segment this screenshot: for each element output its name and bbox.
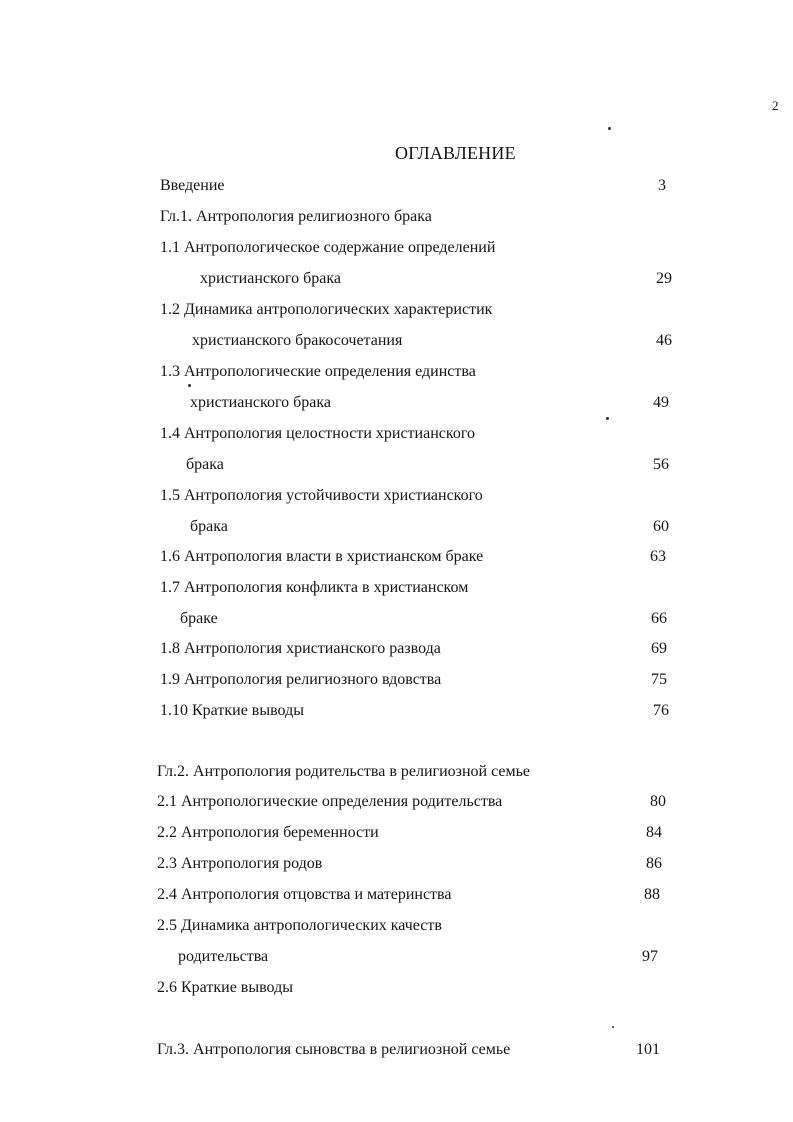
toc-entry-page: 66: [651, 610, 667, 627]
toc-entry-text: брака: [186, 456, 224, 473]
toc-entry-page: 46: [656, 332, 672, 349]
toc-entry-text: христианского брака: [190, 394, 331, 411]
toc-entry-text: 1.3 Антропологические определения единства: [160, 363, 476, 380]
toc-entry-page: 97: [642, 948, 658, 965]
toc-entry-text: 1.5 Антропология устойчивости христианского: [160, 487, 483, 504]
toc-entry-text: Гл.2. Антропология родительства в религиозной семье: [157, 763, 531, 780]
toc-entry-page: 75: [651, 671, 667, 688]
toc-entry-page: 101: [636, 1041, 660, 1058]
scan-speck: [606, 417, 609, 420]
toc-entry-text: 1.1 Антропологическое содержание определений: [160, 239, 496, 256]
toc-entry-page: 63: [650, 548, 666, 565]
toc-entry-page: 84: [646, 824, 662, 841]
toc-entry-page: 49: [653, 394, 669, 411]
toc-entry-text: родительства: [178, 948, 269, 965]
toc-entry-text: 1.2 Динамика антропологических характеристик: [160, 301, 493, 318]
scan-speck: [612, 1026, 614, 1028]
toc-title: ОГЛАВЛЕНИЕ: [395, 143, 516, 163]
toc-entry-text: 1.4 Антропология целостности христианского: [160, 425, 475, 442]
toc-entry-text: браке: [180, 610, 218, 627]
toc-entry-text: 2.2 Антропология беременности: [157, 824, 379, 841]
scan-speck: [188, 384, 191, 387]
toc-entry-text: 1.10 Краткие выводы: [160, 702, 304, 719]
toc-entry-page: 29: [656, 270, 672, 287]
toc-entry-page: 60: [653, 518, 669, 535]
toc-entry-text: Гл.3. Антропология сыновства в религиозной семье: [157, 1041, 511, 1058]
scan-speck: [608, 127, 611, 130]
toc-entry-text: 1.8 Антропология христианского развода: [160, 640, 441, 657]
toc-entry-text: 2.4 Антропология отцовства и материнства: [157, 886, 452, 903]
toc-entry-text: 2.5 Динамика антропологических качеств: [157, 917, 442, 934]
toc-entry-page: 69: [651, 640, 667, 657]
toc-entry-text: христианского бракосочетания: [192, 332, 403, 349]
toc-entry-text: Введение: [160, 177, 225, 194]
toc-entry-page: 56: [653, 456, 669, 473]
toc-entry-text: 2.1 Антропологические определения родительства: [157, 793, 503, 810]
toc-entry-text: христианского брака: [200, 270, 341, 287]
toc-entry-page: 80: [650, 793, 666, 810]
toc-entry-text: Гл.1. Антропология религиозного брака: [160, 208, 432, 225]
toc-entry-text: 1.6 Антропология власти в христианском браке: [160, 548, 484, 565]
toc-entry-page: 3: [658, 177, 666, 194]
toc-entry-page: 86: [646, 855, 662, 872]
toc-entry-text: 1.7 Антропология конфликта в христианском: [160, 579, 469, 596]
toc-entry-text: брака: [190, 518, 228, 535]
toc-entry-text: 2.3 Антропология родов: [157, 855, 323, 872]
page-number: 2: [772, 98, 779, 113]
toc-entry-page: 76: [653, 702, 669, 719]
toc-entry-text: 1.9 Антропология религиозного вдовства: [160, 671, 442, 688]
toc-entry-page: 88: [644, 886, 660, 903]
toc-entry-text: 2.6 Краткие выводы: [157, 979, 293, 996]
